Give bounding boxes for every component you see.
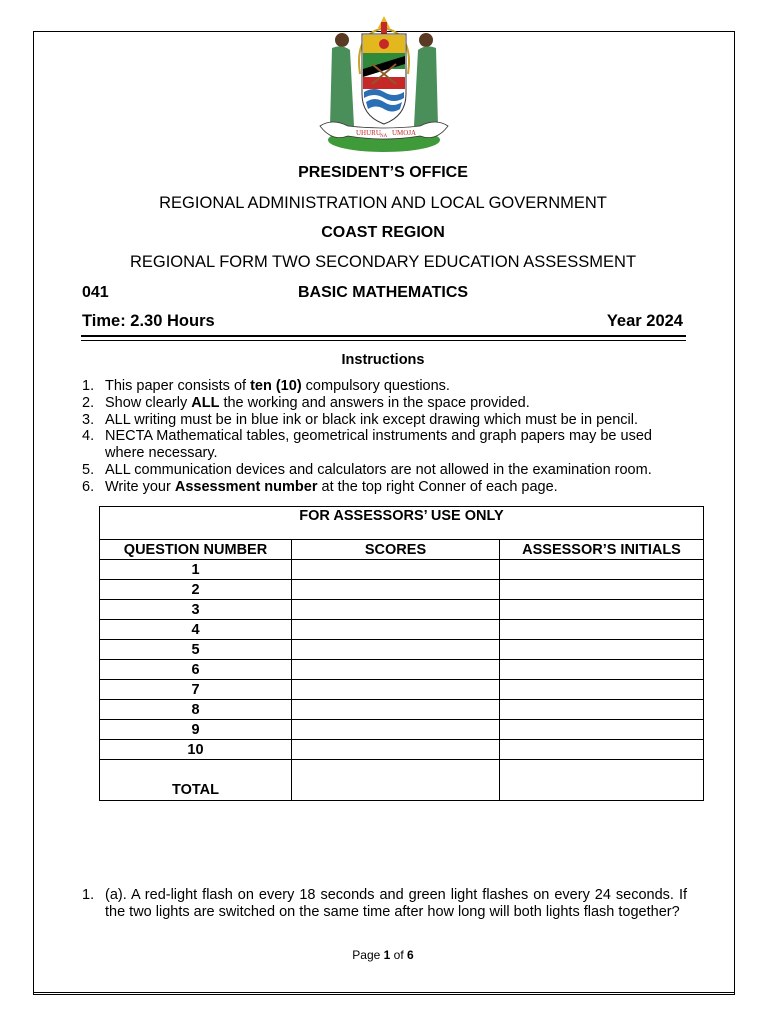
motto-left-text: UHURU: [356, 129, 381, 137]
instructions-title: Instructions: [341, 352, 425, 368]
table-row: [100, 560, 704, 580]
table-row: [100, 600, 704, 620]
initials-cell[interactable]: [500, 660, 704, 680]
score-cell[interactable]: [292, 620, 500, 640]
table-row: [100, 620, 704, 640]
question-number: 1.: [82, 887, 95, 903]
initials-cell[interactable]: [500, 560, 704, 580]
table-row: [100, 580, 704, 600]
score-cell[interactable]: [292, 680, 500, 700]
question-number-cell: 8: [100, 700, 292, 720]
instruction-item: [82, 479, 692, 496]
instruction-text: Write your Assessment number at the top right Conner of each page.: [105, 478, 558, 495]
instruction-number: 1.: [82, 378, 95, 394]
score-cell[interactable]: [292, 660, 500, 680]
header-rule-thick: [81, 335, 686, 337]
question-number-cell: 6: [100, 660, 292, 680]
initials-cell[interactable]: [500, 640, 704, 660]
column-header-assessor-initials: ASSESSOR’S INITIALS: [500, 540, 704, 560]
question-number-cell: 4: [100, 620, 292, 640]
instruction-number: 3.: [82, 411, 95, 428]
region-heading: COAST REGION: [321, 224, 445, 241]
exam-year: Year 2024: [606, 312, 683, 330]
instruction-item: [82, 462, 692, 479]
assessment-heading: REGIONAL FORM TWO SECONDARY EDUCATION ASSESSMENT: [129, 253, 637, 271]
header-rule-thin: [81, 340, 686, 341]
score-cell[interactable]: [292, 560, 500, 580]
question-number-cell: 2: [100, 580, 292, 600]
instructions-list: [82, 378, 692, 496]
instruction-text: Show clearly ALL the working and answers in the space provided.: [105, 394, 530, 411]
instruction-number: 5.: [82, 461, 95, 478]
question-number-cell: 1: [100, 560, 292, 580]
question-text: (a). A red-light flash on every 18 seconds and green light flashes on every 24 seconds. If the two lights are switched on the same time after how long will both lights flash together?: [105, 887, 687, 920]
question-number-cell: 5: [100, 640, 292, 660]
instruction-item: [82, 412, 692, 429]
initials-cell[interactable]: [500, 700, 704, 720]
total-initials-cell[interactable]: [500, 760, 704, 801]
instruction-item: [82, 428, 692, 462]
coat-of-arms-emblem: [304, 14, 464, 154]
score-cell[interactable]: [292, 720, 500, 740]
assessors-table-title: FOR ASSESSORS’ USE ONLY: [100, 507, 704, 540]
total-row: [100, 760, 704, 801]
motto-mid-text: NA: [380, 134, 388, 139]
total-label: TOTAL: [100, 760, 292, 801]
ministry-heading: REGIONAL ADMINISTRATION AND LOCAL GOVERNMENT: [159, 194, 607, 212]
exam-time: Time: 2.30 Hours: [82, 312, 215, 330]
instruction-item: [82, 378, 692, 395]
question-number-cell: 10: [100, 740, 292, 760]
table-row: [100, 740, 704, 760]
initials-cell[interactable]: [500, 720, 704, 740]
instruction-text: NECTA Mathematical tables, geometrical instruments and graph papers may be used where necessary.: [105, 428, 652, 462]
column-header-question-number: QUESTION NUMBER: [100, 540, 292, 560]
initials-cell[interactable]: [500, 580, 704, 600]
instruction-number: 2.: [82, 394, 95, 411]
score-cell[interactable]: [292, 740, 500, 760]
office-heading: PRESIDENT’S OFFICE: [298, 164, 468, 181]
initials-cell[interactable]: [500, 740, 704, 760]
question-1: [82, 887, 687, 921]
subject-name: BASIC MATHEMATICS: [298, 284, 469, 301]
initials-cell[interactable]: [500, 680, 704, 700]
score-cell[interactable]: [292, 600, 500, 620]
question-number-cell: 3: [100, 600, 292, 620]
assessors-table: [99, 506, 704, 801]
score-cell[interactable]: [292, 640, 500, 660]
page-bottom-rule: [33, 992, 735, 995]
motto-right-text: UMOJA: [392, 129, 417, 137]
table-row: [100, 660, 704, 680]
initials-cell[interactable]: [500, 620, 704, 640]
question-number-cell: 7: [100, 680, 292, 700]
score-cell[interactable]: [292, 700, 500, 720]
initials-cell[interactable]: [500, 600, 704, 620]
subject-code: 041: [82, 284, 109, 301]
instruction-text: ALL communication devices and calculators are not allowed in the examination room.: [105, 461, 652, 478]
table-row: [100, 720, 704, 740]
page-number: Page 1 of 6: [352, 948, 414, 962]
instruction-number: 6.: [82, 478, 95, 495]
column-header-scores: SCORES: [292, 540, 500, 560]
instruction-text: ALL writing must be in blue ink or black ink except drawing which must be in pencil.: [105, 411, 639, 428]
question-number-cell: 9: [100, 720, 292, 740]
score-cell[interactable]: [292, 580, 500, 600]
total-score-cell[interactable]: [292, 760, 500, 801]
instruction-number: 4.: [82, 428, 95, 445]
instruction-text: This paper consists of ten (10) compulsory questions.: [105, 378, 450, 394]
table-row: [100, 680, 704, 700]
table-row: [100, 640, 704, 660]
instruction-item: [82, 395, 692, 412]
table-row: [100, 700, 704, 720]
